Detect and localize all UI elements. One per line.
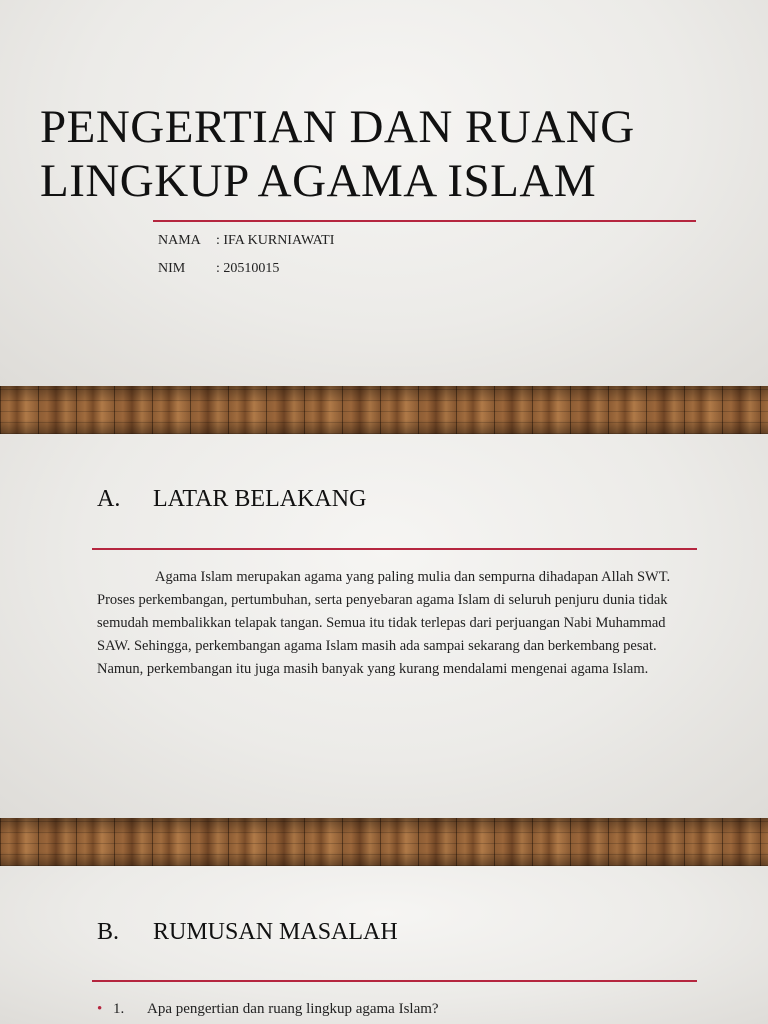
section-a-divider (92, 548, 697, 550)
section-b-title: RUMUSAN MASALAH (153, 919, 398, 945)
bullet-icon: • (97, 1001, 103, 1017)
wood-floor-band-2 (0, 818, 768, 866)
name-label: NAMA (158, 233, 201, 248)
name-value: : IFA KURNIAWATI (216, 233, 335, 248)
section-a-number: A. (97, 486, 121, 512)
section-b-divider (92, 980, 697, 982)
section-a-title: LATAR BELAKANG (153, 486, 367, 512)
slide-title (0, 0, 768, 386)
nim-label: NIM (158, 261, 186, 276)
list-item-number: 1. (113, 1001, 125, 1017)
background-paragraph: Agama Islam merupakan agama yang paling mulia dan sempurna dihadapan Allah SWT. Proses perkembangan, pertumbuhan, serta penyebaran agama Islam di seluruh penjuru dunia tidak semudah membalikkan telapak tangan. Semua itu tidak terlepas dari perjuangan Nabi Muhammad SAW. Sehingga, perkembangan agama Islam masih ada sampai sekarang dan berkembang pesat. Namun, perkembangan itu juga masih banyak yang kurang mendalami mengenai agama Islam. (97, 569, 671, 677)
list-item-text: Apa pengertian dan ruang lingkup agama Islam? (147, 1001, 439, 1017)
section-a-heading (97, 486, 366, 513)
nim-value: : 20510015 (216, 261, 280, 276)
author-name-row (158, 233, 334, 249)
author-nim-row (158, 261, 279, 277)
wood-floor-band-1 (0, 386, 768, 434)
section-b-number: B. (97, 919, 120, 945)
title-line-2: LINGKUP AGAMA ISLAM (40, 155, 597, 207)
title-line-1: PENGERTIAN DAN RUANG (40, 101, 635, 153)
list-item (97, 1001, 439, 1018)
presentation-title (40, 100, 730, 208)
section-b-heading (97, 919, 398, 946)
title-divider (153, 220, 696, 222)
